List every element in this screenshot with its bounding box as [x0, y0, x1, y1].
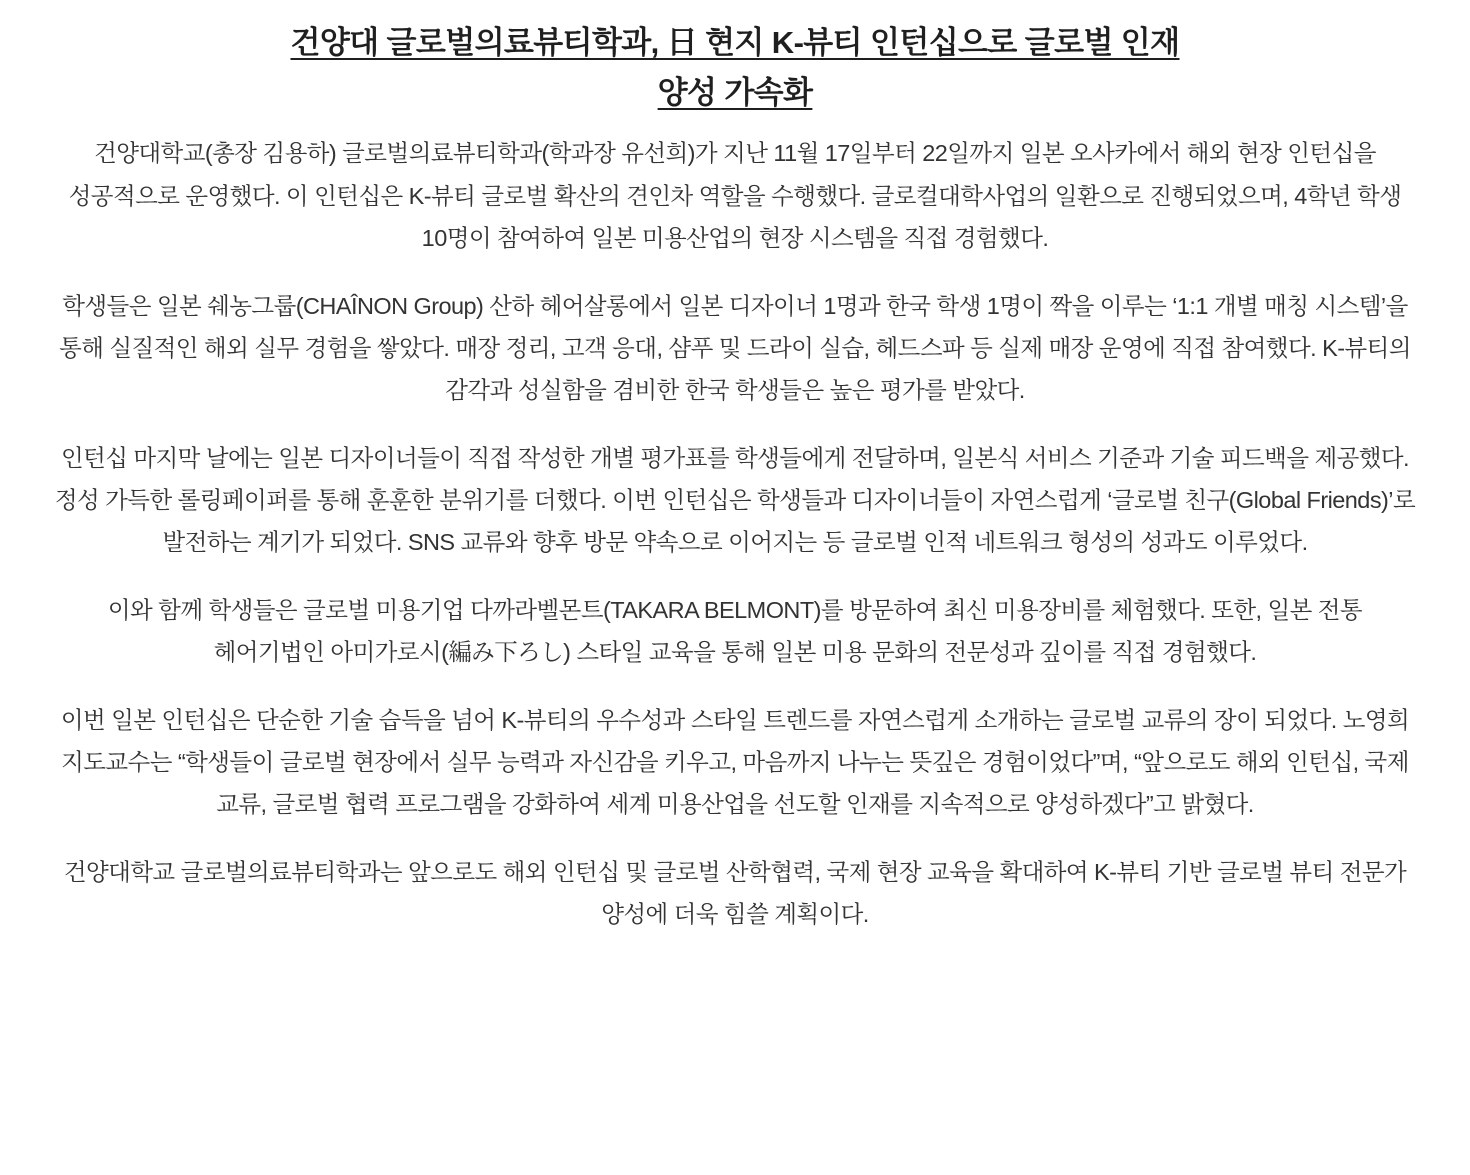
article-paragraph: 이와 함께 학생들은 글로벌 미용기업 다까라벨몬트(TAKARA BELMONT)를 방문하여 최신 미용장비를 체험했다. 또한, 일본 전통 헤어기법인 아미가로시(編み下ろし) 스타일 교육을 통해 일본 미용 문화의 전문성과 깊이를 직접 경험했다. — [107, 597, 1363, 666]
article-paragraph: 이번 일본 인턴십은 단순한 기술 습득을 넘어 K-뷰티의 우수성과 스타일 트렌드를 자연스럽게 소개하는 글로벌 교류의 장이 되었다. 노영희 지도교수는 “학생들이 글로벌 현장에서 실무 능력과 자신감을 키우고, 마음까지 나누는 뜻깊은 경험이었다”며, “앞으로도 해외 인턴십, 국제 교류, 글로벌 협력 프로그램을 강화하여 세계 미용산업을 선도할 인재를 지속적으로 양성하겠다”고 밝혔다. — [60, 707, 1410, 818]
article-body — [46, 132, 1424, 935]
page-title-line-1: 건양대 글로벌의료뷰티학과, 日 현지 K-뷰티 인턴십으로 글로벌 인재 — [290, 25, 1180, 60]
article-paragraph: 학생들은 일본 쉐농그룹(CHAÎNON Group) 산하 헤어살롱에서 일본 디자이너 1명과 한국 학생 1명이 짝을 이루는 ‘1:1 개별 매칭 시스템’을 통해 실질적인 해외 실무 경험을 쌓았다. 매장 정리, 고객 응대, 샴푸 및 드라이 실습, 헤드스파 등 실제 매장 운영에 직접 참여했다. K-뷰티의 감각과 성실함을 겸비한 한국 학생들은 높은 평가를 받았다. — [59, 292, 1411, 403]
article-paragraph: 건양대학교(총장 김용하) 글로벌의료뷰티학과(학과장 유선희)가 지난 11월 17일부터 22일까지 일본 오사카에서 해외 현장 인턴십을 성공적으로 운영했다. 이 인턴십은 K-뷰티 글로벌 확산의 견인차 역할을 수행했다. 글로컬대학사업의 일환으로 진행되었으며, 4학년 학생 10명이 참여하여 일본 미용산업의 현장 시스템을 직접 경험했다. — [68, 140, 1402, 251]
article-paragraph: 건양대학교 글로벌의료뷰티학과는 앞으로도 해외 인턴십 및 글로벌 산학협력, 국제 현장 교육을 확대하여 K-뷰티 기반 글로벌 뷰티 전문가 양성에 더욱 힘쓸 계획이다. — [63, 859, 1407, 928]
page-title-line-2: 양성 가속화 — [657, 75, 813, 111]
page-title — [46, 18, 1424, 118]
article-paragraph: 인턴십 마지막 날에는 일본 디자이너들이 직접 작성한 개별 평가표를 학생들에게 전달하며, 일본식 서비스 기준과 기술 피드백을 제공했다. 정성 가득한 롤링페이퍼를 통해 훈훈한 분위기를 더했다. 이번 인턴십은 학생들과 디자이너들이 자연스럽게 ‘글로벌 친구(Global Friends)’로 발전하는 계기가 되었다. SNS 교류와 향후 방문 약속으로 이어지는 등 글로벌 인적 네트워크 형성의 성과도 이루었다. — [54, 444, 1416, 555]
